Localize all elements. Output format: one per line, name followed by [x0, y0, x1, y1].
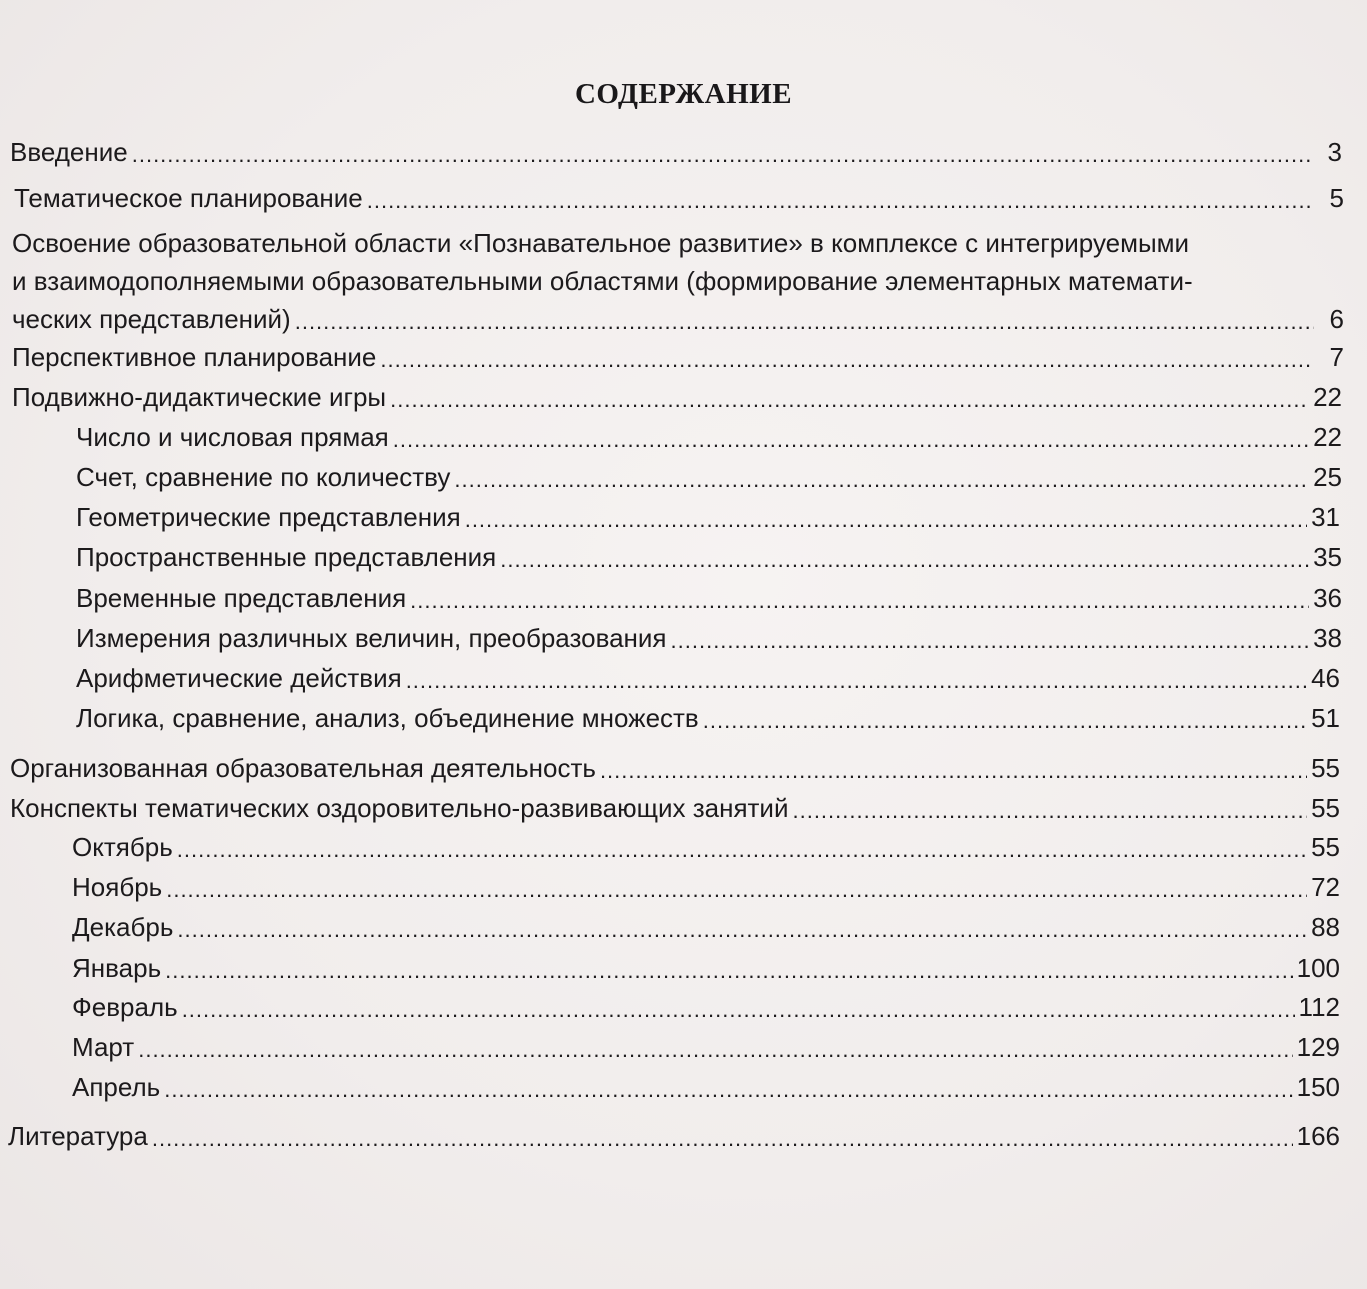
toc-page-number: 72 — [1311, 872, 1340, 902]
toc-subentry — [76, 542, 1342, 574]
page-title: СОДЕРЖАНИЕ — [574, 78, 793, 110]
leader-dots — [703, 704, 1307, 736]
toc-entry-text: Счет, сравнение по количеству — [76, 462, 451, 492]
leader-dots — [390, 383, 1309, 415]
toc-entry-text: Временные представления — [76, 583, 407, 613]
leader-dots — [380, 343, 1314, 375]
toc-entry-text: Март — [72, 1032, 135, 1062]
toc-entry-text: Геометрические представления — [76, 502, 461, 532]
leader-dots — [367, 184, 1314, 216]
toc-entry-games — [12, 382, 1342, 414]
toc-page-number: 46 — [1311, 663, 1340, 693]
toc-entry-text: Декабрь — [72, 912, 174, 942]
leader-dots — [295, 305, 1314, 337]
leader-dots — [393, 423, 1309, 455]
toc-subentry — [76, 502, 1340, 534]
toc-entry-thematic — [14, 183, 1344, 215]
leader-dots — [177, 913, 1307, 945]
toc-subentry — [76, 703, 1340, 735]
toc-page-number: 55 — [1311, 793, 1340, 823]
toc-entry-text: Апрель — [72, 1072, 161, 1102]
toc-page-number: 166 — [1296, 1121, 1340, 1151]
toc-month-entry — [72, 872, 1340, 904]
toc-entry-text: Число и числовая прямая — [76, 422, 389, 452]
toc-entry-text: Конспекты тематических оздоровительно-развивающих занятий — [10, 793, 789, 823]
toc-page-number: 25 — [1313, 462, 1342, 492]
toc-subentry — [76, 583, 1342, 615]
toc-month-entry — [72, 832, 1340, 864]
toc-month-entry — [72, 1072, 1340, 1104]
toc-entry-mastery — [12, 304, 1344, 336]
toc-month-entry — [72, 1032, 1340, 1064]
toc-entry-text: Введение — [10, 137, 128, 167]
toc-subentry — [76, 422, 1342, 454]
toc-entry-mastery-line1: Освоение образовательной области «Познавательное развитие» в комплексе с интегрируемыми — [12, 228, 1190, 258]
toc-entry-text: Арифметические действия — [76, 663, 402, 693]
leader-dots — [164, 1073, 1292, 1105]
leader-dots — [600, 754, 1307, 786]
leader-dots — [152, 1122, 1293, 1154]
toc-subentry — [76, 623, 1342, 655]
toc-page-number: 55 — [1311, 832, 1340, 862]
toc-page-number: 7 — [1329, 342, 1344, 372]
toc-page-number: 22 — [1313, 422, 1342, 452]
leader-dots — [132, 138, 1312, 170]
leader-dots — [177, 833, 1307, 865]
toc-page-number: 129 — [1296, 1032, 1340, 1062]
toc-page-number: 100 — [1296, 953, 1340, 983]
leader-dots — [500, 543, 1309, 575]
toc-entry-text: Измерения различных величин, преобразования — [76, 623, 667, 653]
toc-entry-text: Организованная образовательная деятельность — [10, 753, 596, 783]
toc-page-number: 38 — [1313, 623, 1342, 653]
leader-dots — [165, 954, 1292, 986]
toc-entry-text: Февраль — [72, 992, 178, 1022]
toc-page-number: 3 — [1327, 137, 1342, 167]
toc-page-number: 150 — [1296, 1072, 1340, 1102]
leader-dots — [465, 503, 1307, 535]
leader-dots — [410, 584, 1309, 616]
toc-entry-mastery-line2: и взаимодополняемыми образовательными областями (формирование элементарных математи- — [12, 266, 1193, 296]
toc-page-number: 5 — [1329, 183, 1344, 213]
toc-entry-text: Январь — [72, 953, 162, 983]
leader-dots — [406, 664, 1307, 696]
toc-entry-intro — [10, 137, 1342, 169]
leader-dots — [182, 993, 1295, 1025]
toc-subentry — [76, 663, 1340, 695]
toc-page-number: 112 — [1298, 992, 1340, 1022]
toc-page-number: 51 — [1311, 703, 1340, 733]
toc-entry-perspective — [12, 342, 1344, 374]
toc-page-number: 36 — [1313, 583, 1342, 613]
toc-entry-text: Подвижно-дидактические игры — [12, 382, 387, 412]
toc-entry-text: Пространственные представления — [76, 542, 497, 572]
toc-page-number: 22 — [1313, 382, 1342, 412]
toc-entry-text: Ноябрь — [72, 872, 163, 902]
toc-entry-text: Тематическое планирование — [14, 183, 363, 213]
toc-page-number: 31 — [1311, 502, 1340, 532]
toc-page-number: 6 — [1329, 304, 1344, 334]
leader-dots — [454, 463, 1309, 495]
toc-entry-text: Перспективное планирование — [12, 342, 377, 372]
toc-entry-summaries — [10, 793, 1340, 825]
toc-page-number: 35 — [1313, 542, 1342, 572]
toc-month-entry — [72, 912, 1340, 944]
leader-dots — [671, 624, 1310, 656]
leader-dots — [792, 794, 1307, 826]
toc-entry-literature — [8, 1121, 1340, 1153]
toc-entry-text: Октябрь — [72, 832, 173, 862]
toc-page-number: 55 — [1311, 753, 1340, 783]
toc-entry-text: Литература — [8, 1121, 148, 1151]
toc-month-entry — [72, 953, 1340, 985]
leader-dots — [138, 1033, 1292, 1065]
toc-entry-text: Логика, сравнение, анализ, объединение множеств — [76, 703, 699, 733]
leader-dots — [166, 873, 1307, 905]
toc-page-number: 88 — [1311, 912, 1340, 942]
toc-subentry — [76, 462, 1342, 494]
toc-entry-text: ческих представлений) — [12, 304, 291, 334]
toc-month-entry — [72, 992, 1340, 1024]
toc-entry-organized — [10, 753, 1340, 785]
